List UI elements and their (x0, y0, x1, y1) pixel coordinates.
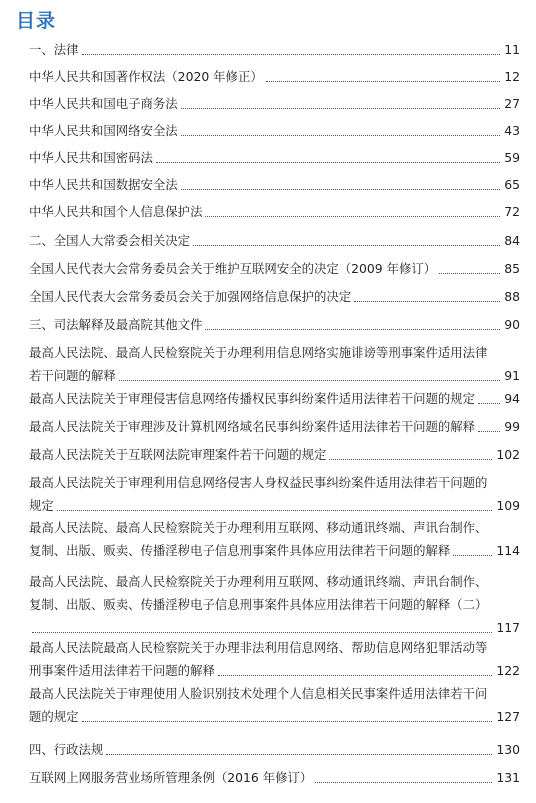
dot-leader (329, 458, 492, 460)
toc-entry-title: 中华人民共和国电子商务法 (29, 96, 178, 111)
toc-entry[interactable] (29, 200, 520, 223)
toc-entry-line: 最高人民法院最高人民检察院关于办理非法利用信息网络、帮助信息网络犯罪活动等 (29, 640, 488, 655)
toc-entry-title: 最高人民法院关于审理侵害信息网络传播权民事纠纷案件适用法律若干问题的规定 (29, 391, 476, 406)
toc-entry-title: 中华人民共和国网络安全法 (29, 123, 178, 138)
toc-entry[interactable] (29, 443, 520, 466)
page-number: 99 (504, 419, 520, 434)
dot-leader (181, 134, 501, 136)
toc-entry-title: 复制、出版、贩卖、传播淫秽电子信息刑事案件具体应用法律若干问题的解释 (29, 543, 451, 558)
toc-entry-title: 规定 (29, 498, 54, 513)
toc-entry[interactable] (29, 146, 520, 169)
dot-leader (193, 244, 500, 246)
toc-entry-title: 若干问题的解释 (29, 368, 116, 383)
toc-entry-title: 一、法律 (29, 42, 79, 57)
toc-entry[interactable] (29, 92, 520, 115)
toc-entry[interactable] (29, 38, 520, 61)
toc-entry[interactable] (29, 119, 520, 142)
page-number: 122 (496, 663, 520, 678)
page-title: 目录 (16, 10, 57, 32)
toc-entry[interactable] (29, 257, 520, 280)
page-number: 65 (504, 177, 520, 192)
toc-entry-title: 中华人民共和国个人信息保护法 (29, 204, 203, 219)
dot-leader (205, 215, 500, 217)
toc-entry-title: 互联网上网服务营业场所管理条例（2016 年修订） (29, 770, 313, 785)
dot-leader (354, 300, 500, 302)
toc-entry-title: 四、行政法规 (29, 742, 104, 757)
page-number: 117 (496, 620, 520, 635)
toc-entry-title: 中华人民共和国密码法 (29, 150, 153, 165)
page-number: 59 (504, 150, 520, 165)
page-number: 43 (504, 123, 520, 138)
page-number: 88 (504, 289, 520, 304)
toc-entry-line: 最高人民法院、最高人民检察院关于办理利用互联网、移动通讯终端、声讯台制作、 (29, 574, 488, 589)
toc-entry-line: 复制、出版、贩卖、传播淫秽电子信息刑事案件具体应用法律若干问题的解释（二） (29, 597, 488, 612)
toc-entry[interactable] (29, 65, 520, 88)
page-number: 109 (496, 498, 520, 513)
page-number: 127 (496, 709, 520, 724)
toc-entry-title: 三、司法解释及最高院其他文件 (29, 317, 203, 332)
dot-leader (57, 509, 493, 511)
toc-entry[interactable] (29, 341, 520, 387)
dot-leader (181, 107, 501, 109)
page-number: 84 (504, 233, 520, 248)
toc-entry-title: 刑事案件适用法律若干问题的解释 (29, 663, 215, 678)
toc-entry[interactable] (29, 636, 520, 682)
dot-leader (478, 430, 500, 432)
toc-entry-title: 题的规定 (29, 709, 79, 724)
dot-leader (32, 631, 492, 633)
toc-entry-title: 最高人民法院关于审理涉及计算机网络域名民事纠纷案件适用法律若干问题的解释 (29, 419, 476, 434)
dot-leader (315, 781, 492, 783)
toc-entry[interactable] (29, 387, 520, 410)
page-number: 27 (504, 96, 520, 111)
page-number: 90 (504, 317, 520, 332)
page-number: 114 (496, 543, 520, 558)
toc-entry-line: 最高人民法院关于审理使用人脸识别技术处理个人信息相关民事案件适用法律若干问 (29, 686, 488, 701)
toc-entry[interactable] (29, 285, 520, 308)
toc-entry-title: 全国人民代表大会常务委员会关于维护互联网安全的决定（2009 年修订） (29, 261, 437, 276)
toc-entry[interactable] (29, 738, 520, 761)
toc-entry-line: 最高人民法院关于审理利用信息网络侵害人身权益民事纠纷案件适用法律若干问题的 (29, 475, 488, 490)
toc-entry-line: 最高人民法院、最高人民检察院关于办理利用信息网络实施诽谤等刑事案件适用法律 (29, 345, 488, 360)
page-number: 85 (504, 261, 520, 276)
dot-leader (119, 379, 500, 381)
toc-entry[interactable] (29, 471, 520, 517)
dot-leader (266, 80, 500, 82)
page-number: 102 (496, 447, 520, 462)
page-number: 72 (504, 204, 520, 219)
toc-entry[interactable] (29, 682, 520, 728)
toc-entry[interactable] (29, 570, 520, 639)
toc-entry-title: 最高人民法院关于互联网法院审理案件若干问题的规定 (29, 447, 327, 462)
toc-entry[interactable] (29, 766, 520, 789)
dot-leader (156, 161, 500, 163)
dot-leader (106, 753, 492, 755)
toc-entry-title: 全国人民代表大会常务委员会关于加强网络信息保护的决定 (29, 289, 352, 304)
toc-entry[interactable] (29, 229, 520, 252)
toc-entry[interactable] (29, 173, 520, 196)
dot-leader (218, 674, 492, 676)
dot-leader (181, 188, 501, 190)
page-number: 131 (496, 770, 520, 785)
toc-entry[interactable] (29, 516, 520, 562)
toc-entry[interactable] (29, 415, 520, 438)
dot-leader (82, 53, 501, 55)
dot-leader (82, 720, 493, 722)
dot-leader (478, 402, 500, 404)
dot-leader (453, 554, 492, 556)
page-number: 11 (504, 42, 520, 57)
dot-leader (205, 328, 500, 330)
page-number: 91 (504, 368, 520, 383)
page-number: 130 (496, 742, 520, 757)
toc-entry-line: 最高人民法院、最高人民检察院关于办理利用互联网、移动通讯终端、声讯台制作、 (29, 520, 488, 535)
dot-leader (439, 272, 500, 274)
page-number: 94 (504, 391, 520, 406)
toc-entry-title: 中华人民共和国数据安全法 (29, 177, 178, 192)
toc-entry-title: 二、全国人大常委会相关决定 (29, 233, 191, 248)
toc-entry[interactable] (29, 313, 520, 336)
page-number: 12 (504, 69, 520, 84)
toc-entry-title: 中华人民共和国著作权法（2020 年修正） (29, 69, 263, 84)
